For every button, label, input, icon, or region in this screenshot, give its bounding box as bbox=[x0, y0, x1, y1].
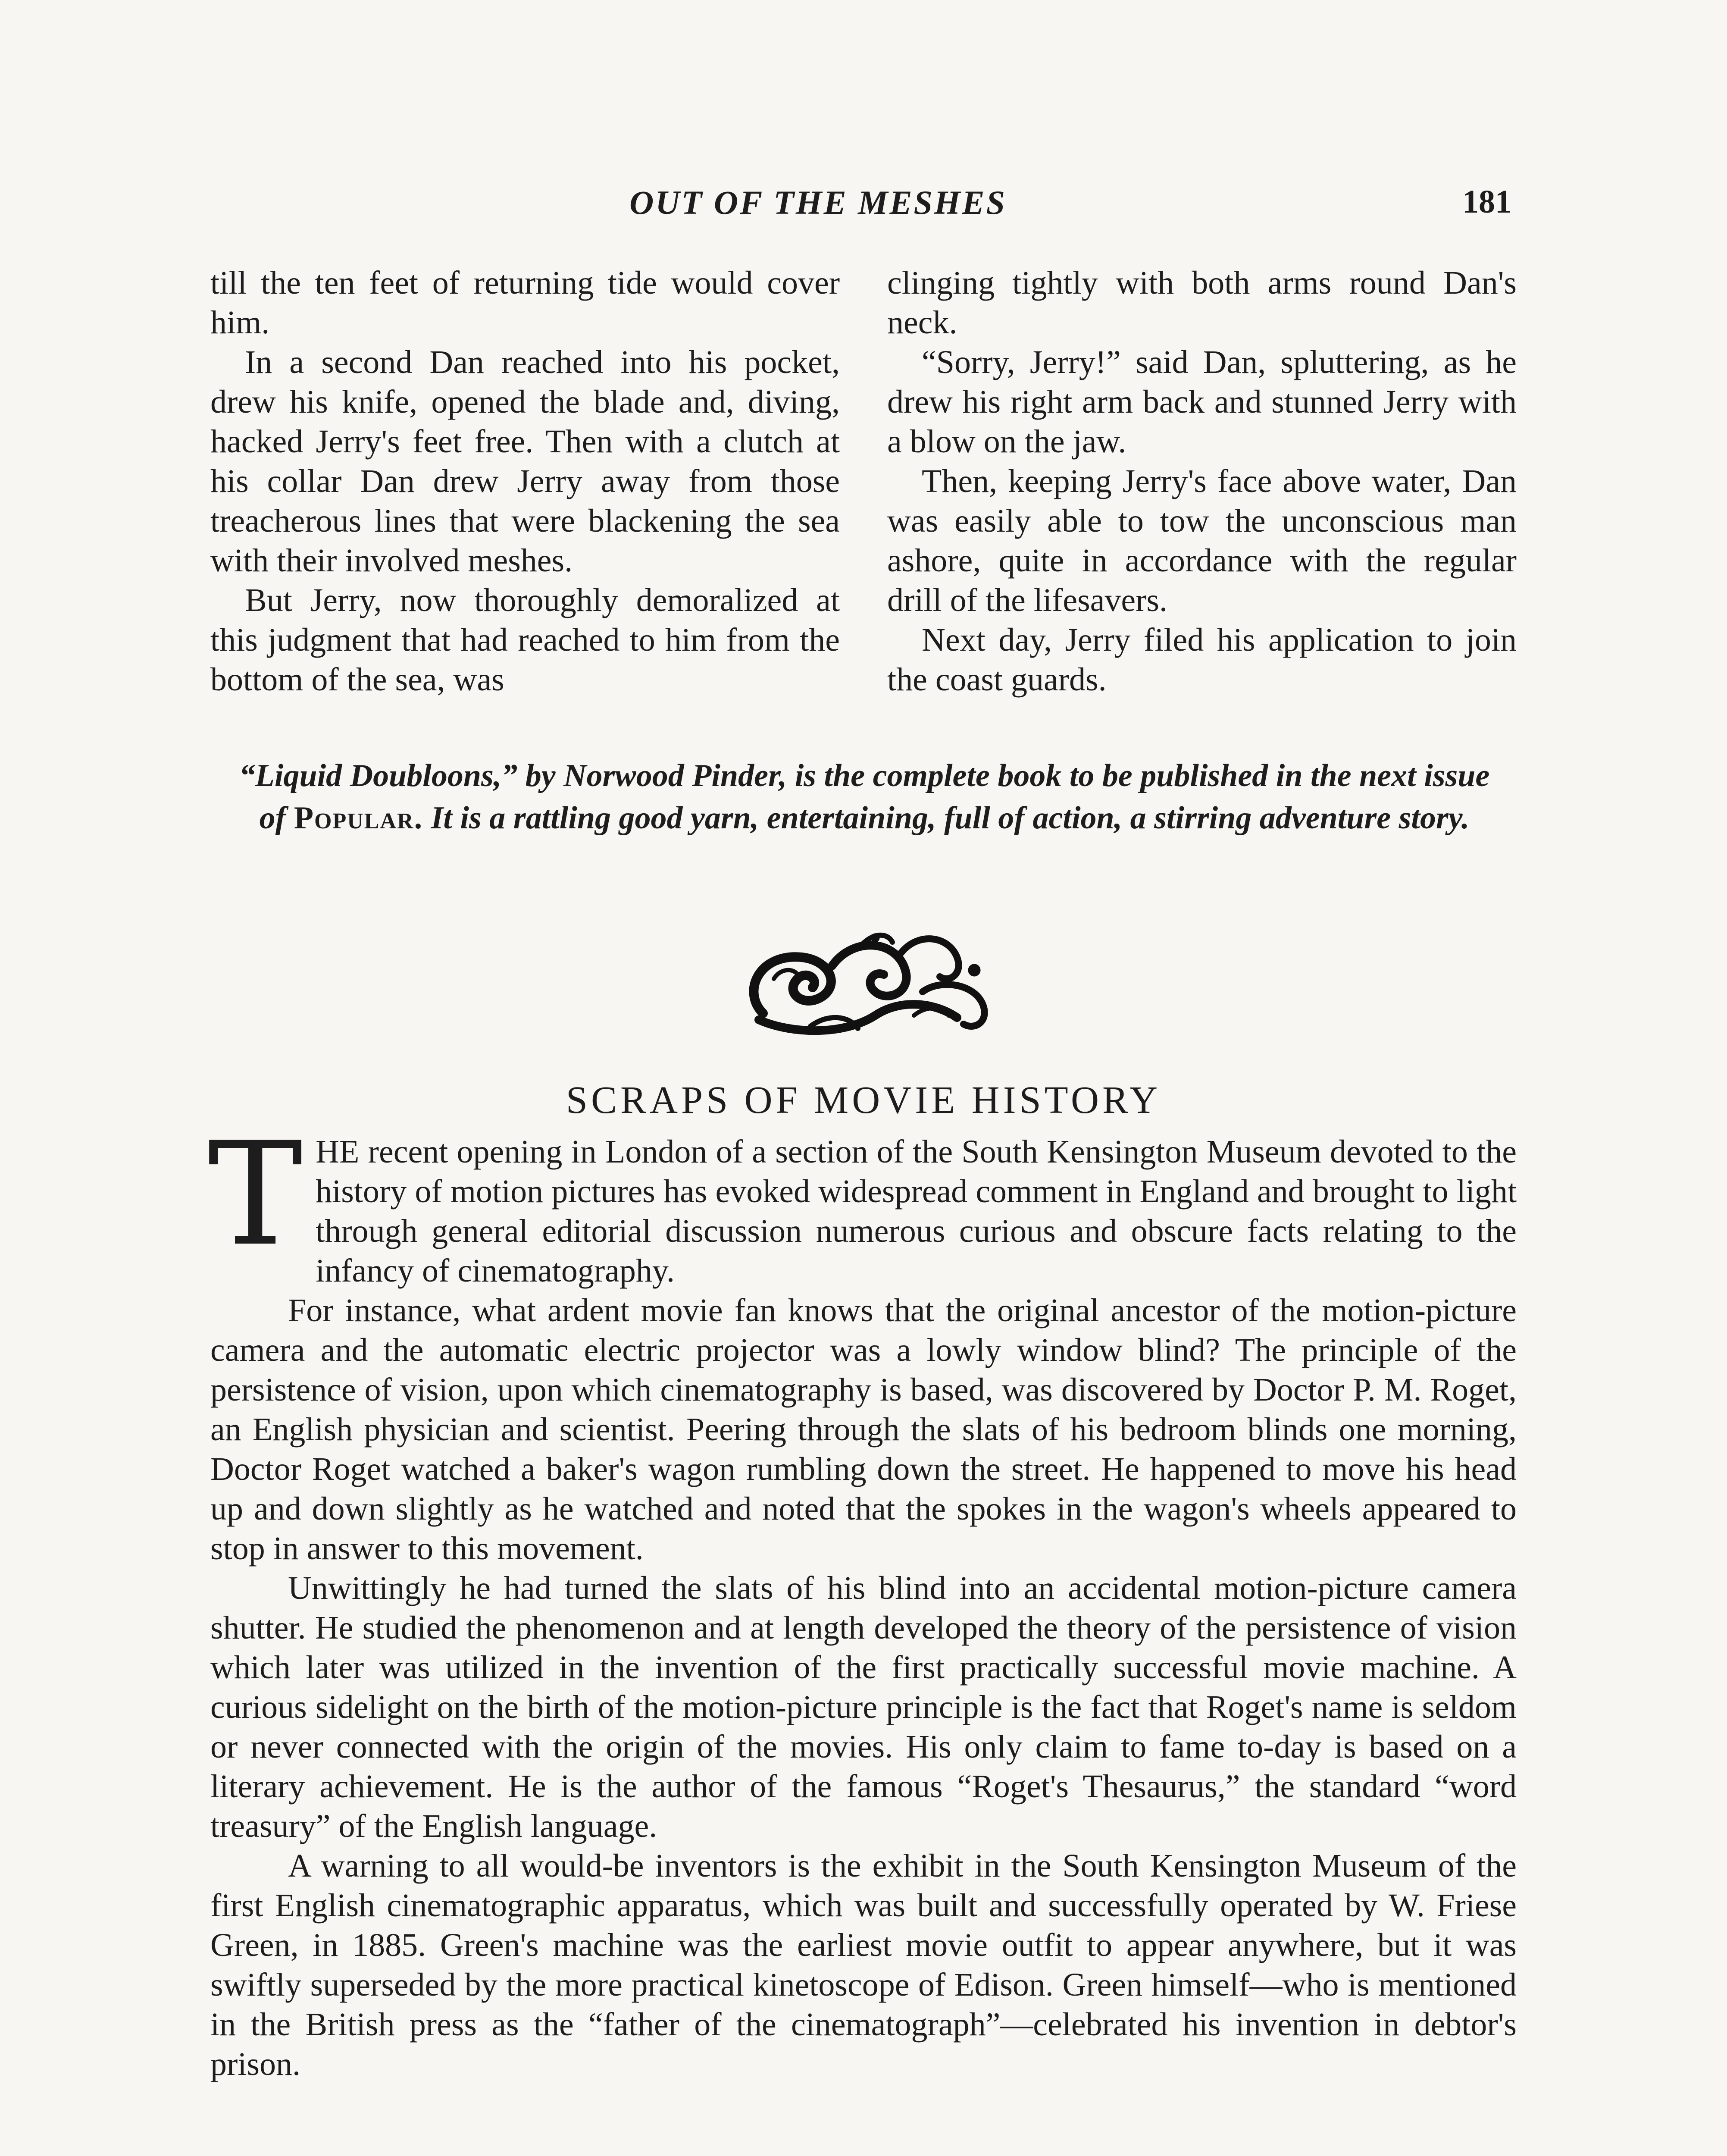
magazine-name: Popular. bbox=[294, 800, 423, 836]
paragraph: But Jerry, now thoroughly demoralized at this judgment that had reached to him from the bottom of the sea, was bbox=[210, 582, 840, 698]
page-number: 181 bbox=[1462, 184, 1511, 220]
running-head: OUT OF THE MESHES bbox=[629, 184, 1007, 221]
scroll-flourish-icon bbox=[733, 927, 1000, 1048]
paragraph: A warning to all would-be inventors is the exhibit in the South Kensington Museum of the first English cinematographic apparatus, which was built and successfully operated by W. Friese Green, in 1885. Green's machine was the earliest movie outfit to appear anywhere, but it was swiftly superseded by the more practical kinetoscope of Edison. Green himself—who is mentioned in the British press as the “father of the cinematograph”—celebrated his invention in debtor's prison. bbox=[210, 1848, 1517, 2082]
paragraph: till the ten feet of returning tide would cover him. bbox=[210, 265, 840, 341]
paragraph: For instance, what ardent movie fan knows that the original ancestor of the motion-picture camera and the automatic electric projector was a lowly window blind? The principle of the persistence of vision, upon which cinematography is based, was discovered by Doctor P. M. Roget, an English physician and scientist. Peering through the slats of his bedroom blinds one morning, Doctor Roget watched a baker's wagon rumbling down the street. He happened to move his head up and down slightly as he watched and noted that the spokes in the wagon's wheels appeared to stop in answer to this movement. bbox=[210, 1292, 1517, 1567]
article-title: SCRAPS OF MOVIE HISTORY bbox=[566, 1079, 1161, 1122]
promo-text-after: It is a rattling good yarn, entertaining, full of action, a stirring adventure story. bbox=[423, 800, 1470, 836]
story-columns bbox=[210, 263, 1517, 699]
left-column bbox=[210, 263, 840, 699]
paragraph: “Sorry, Jerry!” said Dan, spluttering, as he drew his right arm back and stunned Jerry with a blow on the jaw. bbox=[887, 344, 1517, 460]
first-paragraph bbox=[208, 1112, 1517, 1291]
next-issue-promo bbox=[228, 755, 1500, 839]
article-body bbox=[208, 1112, 1517, 2084]
paragraph: Unwittingly he had turned the slats of his blind into an accidental motion-picture camera shutter. He studied the phenomenon and at length developed the theory of the persistence of vision which later was utilized in the invention of the first practically successful movie machine. A curious sidelight on the birth of the motion-picture principle is the fact that Roget's name is seldom or never connected with the origin of the movies. His only claim to fame to-day is based on a literary achievement. He is the author of the famous “Roget's Thesaurus,” the standard “word treasury” of the English language. bbox=[210, 1570, 1517, 1844]
promo-text-before: “Liquid Doubloons,” by Norwood Pinder, is the complete book to be published in the next issue of bbox=[239, 758, 1490, 836]
page-header bbox=[0, 183, 1727, 231]
first-paragraph-text: HE recent opening in London of a section of the South Kensington Museum devoted to the history of motion pictures has evoked widespread comment in England and brought to light through general editorial discussion numerous curious and obscure facts relating to the infancy of cinematography. bbox=[316, 1134, 1517, 1289]
right-column bbox=[887, 263, 1517, 699]
paragraph: Then, keeping Jerry's face above water, Dan was easily able to tow the unconscious man ashore, quite in accordance with the regular drill of the lifesavers. bbox=[887, 463, 1517, 618]
paragraph: In a second Dan reached into his pocket, drew his knife, opened the blade and, diving, hacked Jerry's feet free. Then with a clutch at his collar Dan drew Jerry away from those treacherous lines that were blackening the sea with their involved meshes. bbox=[210, 344, 840, 579]
paragraph: Next day, Jerry filed his application to join the coast guards. bbox=[887, 622, 1517, 698]
paragraph: clinging tightly with both arms round Dan's neck. bbox=[887, 265, 1517, 341]
drop-cap: T bbox=[208, 1112, 303, 1277]
